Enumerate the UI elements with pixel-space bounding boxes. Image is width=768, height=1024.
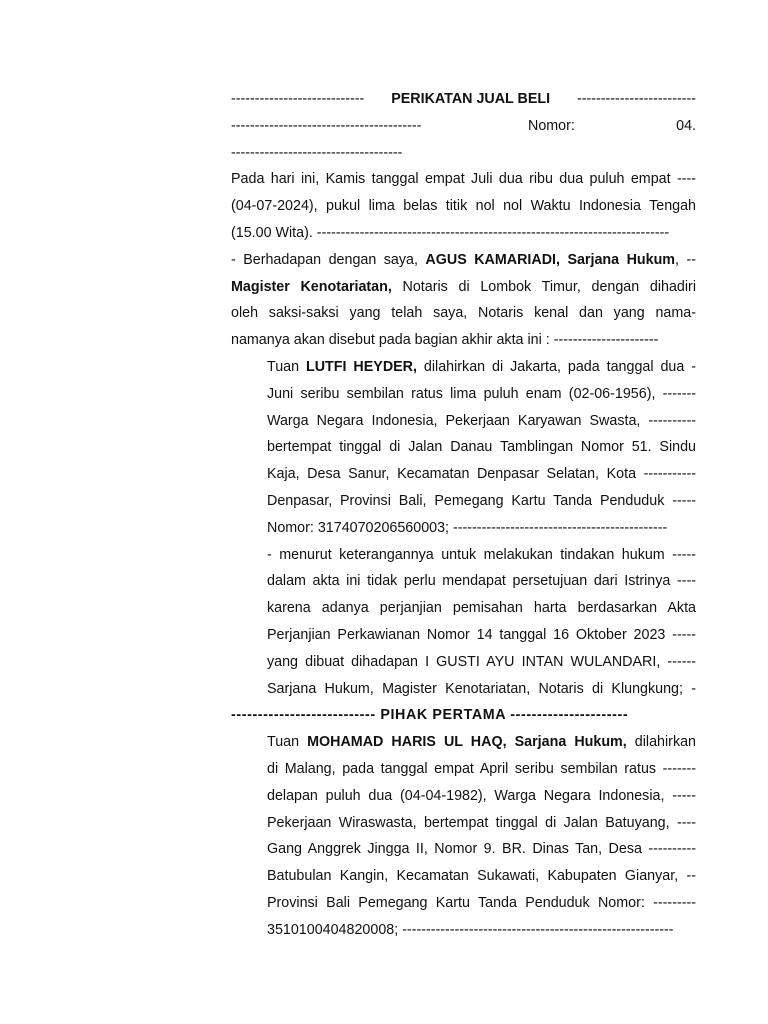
party-line: Gang Anggrek Jingga II, Nomor 9. BR. Dinas Tan, Desa ---------- [267,841,696,858]
title-line [231,86,696,113]
party-line: bertempat tinggal di Jalan Danau Tamblingan Nomor 51. Sindu [267,439,696,456]
party-line: Nomor: 3174070206560003; --------------------------------------------- [267,519,668,536]
party-line: di Malang, pada tanggal empat April seribu sembilan ratus ------- [267,760,696,777]
pihak-pertama-heading: --------------------------- PIHAK PERTAMA ---------------------- [231,707,629,724]
text-span: Notaris di Lombok Timur, dengan dihadiri [391,278,696,295]
opening-line: namanya akan disebut pada bagian akhir akta ini : ---------------------- [231,332,659,349]
opening-paragraph [231,166,696,354]
party-line: karena adanya perjanjian pemisahan harta berdasarkan Akta [267,600,696,617]
party-line: dalam akta ini tidak perlu mendapat persetujuan dari Istrinya ---- [267,573,696,590]
party-one-paragraph [231,354,696,702]
party-line [267,729,696,756]
deed-text [231,86,696,944]
nomor-label: Nomor: [528,117,575,134]
party-line: Kaja, Desa Sanur, Kecamatan Denpasar Selatan, Kota ----------- [267,466,696,483]
text-span: Tuan [267,358,306,375]
party-line: Warga Negara Indonesia, Pekerjaan Karyawan Swasta, ---------- [267,412,696,429]
party-line: Provinsi Bali Pemegang Kartu Tanda Penduduk Nomor: --------- [267,894,696,911]
party-two-name: MOHAMAD HARIS UL HAQ, Sarjana Hukum, [307,734,627,751]
party-line: Batubulan Kangin, Kecamatan Sukawati, Kabupaten Gianyar, -- [267,868,696,885]
notary-title: Magister Kenotariatan, [231,278,392,295]
party-line: - menurut keterangannya untuk melakukan tindakan hukum ----- [267,546,696,563]
text-span: - Berhadapan dengan saya, [231,251,426,268]
text-span: , -- [675,251,696,268]
party-two-paragraph [231,729,696,943]
opening-line: (15.00 Wita). -------------------------------------------------------------------------- [231,224,670,241]
party-line [267,354,696,381]
opening-line: oleh saksi-saksi yang telah saya, Notaris kenal dan yang nama- [231,305,696,322]
party-line: delapan puluh dua (04-04-1982), Warga Negara Indonesia, ----- [267,787,696,804]
dash-line: ------------------------------------ [231,144,403,161]
opening-line [231,247,696,274]
nomor-dashes: ---------------------------------------- [231,117,422,134]
party-line: Pekerjaan Wiraswasta, bertempat tinggal di Jalan Batuyang, ---- [267,814,696,831]
nomor-value: 04. [676,117,696,134]
nomor-line [231,113,696,140]
party-one-name: LUTFI HEYDER, [306,358,417,375]
party-line: Juni seribu sembilan ratus lima puluh enam (02-06-1956), ------- [267,385,696,402]
title-dashes-left: ---------------------------- [231,91,365,107]
text-span: Tuan [267,734,308,751]
party-line: Perjanjian Perkawianan Nomor 14 tanggal 16 Oktober 2023 ----- [267,626,696,643]
title-dashes-right: ------------------------- [576,91,696,107]
party-line: Sarjana Hukum, Magister Kenotariatan, Notaris di Klungkung; - [267,680,696,697]
opening-line: Pada hari ini, Kamis tanggal empat Juli dua ribu dua puluh empat ---- [231,171,696,188]
deed-title: PERIKATAN JUAL BELI [391,91,551,107]
text-span: dilahirkan di Jakarta, pada tanggal dua - [416,358,696,375]
party-line: 3510100404820008; --------------------------------------------------------- [267,921,674,938]
party-line: yang dibuat dihadapan I GUSTI AYU INTAN WULANDARI, ------ [267,653,696,670]
opening-line: (04-07-2024), pukul lima belas titik nol nol Waktu Indonesia Tengah [231,198,696,215]
text-span: dilahirkan [626,734,696,751]
notary-name: AGUS KAMARIADI, Sarjana Hukum [425,251,676,268]
opening-line [231,274,696,301]
party-line: Denpasar, Provinsi Bali, Pemegang Kartu Tanda Penduduk ----- [267,492,696,509]
